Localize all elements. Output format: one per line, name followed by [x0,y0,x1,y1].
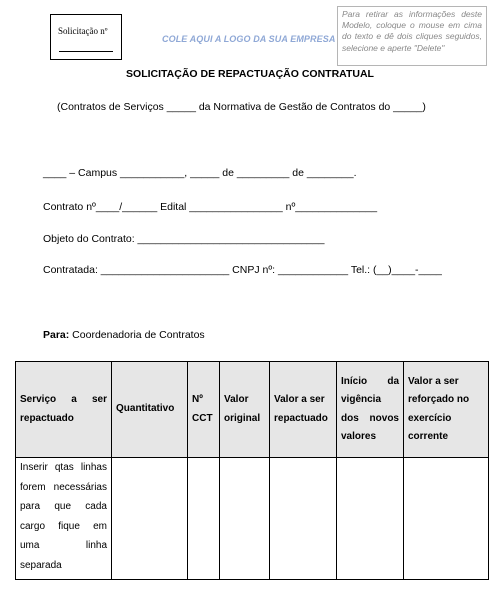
table-header-row [16,362,489,458]
objeto-line[interactable]: Objeto do Contrato: ________________________________ [43,233,325,245]
document-subtitle: (Contratos de Serviços _____ da Normativa de Gestão de Contratos do _____) [57,101,426,113]
col-header-cct: Nº CCT [188,362,220,458]
cell-servico[interactable]: Inserir qtas linhas forem necessárias para que cada cargo fique em uma linha separada [16,458,112,580]
solicitacao-box [50,14,122,60]
para-value: Coordenadoria de Contratos [69,329,205,341]
contrato-line[interactable]: Contrato nº____/______ Edital ________________ nº______________ [43,201,378,213]
cell-valor-reforcado[interactable] [404,458,489,580]
solicitacao-number-line[interactable] [59,51,113,52]
cell-inicio-vigencia[interactable] [337,458,404,580]
table-row [16,458,489,580]
logo-placeholder: COLE AQUI A LOGO DA SUA EMPRESA [162,34,336,44]
para-line [43,329,205,341]
col-header-valor-original: Valor original [220,362,270,458]
col-header-valor-repactuado: Valor a ser repactuado [270,362,337,458]
cell-valor-repactuado[interactable] [270,458,337,580]
col-header-valor-reforcado: Valor a ser reforçado no exercício corrente [404,362,489,458]
col-header-inicio-vigencia: Início da vigência dos novos valores [337,362,404,458]
repactuacao-table [15,361,489,580]
col-header-servico: Serviço a ser repactuado [16,362,112,458]
cell-cct[interactable] [188,458,220,580]
document-title: SOLICITAÇÃO DE REPACTUAÇÃO CONTRATUAL [126,68,374,80]
col-header-quantitativo: Quantitativo [112,362,188,458]
contratada-line[interactable]: Contratada: ______________________ CNPJ nº: ____________ Tel.: (__)____-____ [43,264,442,276]
instruction-note: Para retirar as informações deste Modelo, coloque o mouse em cima do texto e dê dois cliques seguidos, selecione e aperte "Delete" [337,6,487,66]
cell-quantitativo[interactable] [112,458,188,580]
para-label: Para: [43,329,70,341]
campus-date-line[interactable]: ____ – Campus ___________, _____ de _________ de ________. [43,167,357,179]
solicitacao-label: Solicitação nº [58,26,108,36]
cell-valor-original[interactable] [220,458,270,580]
